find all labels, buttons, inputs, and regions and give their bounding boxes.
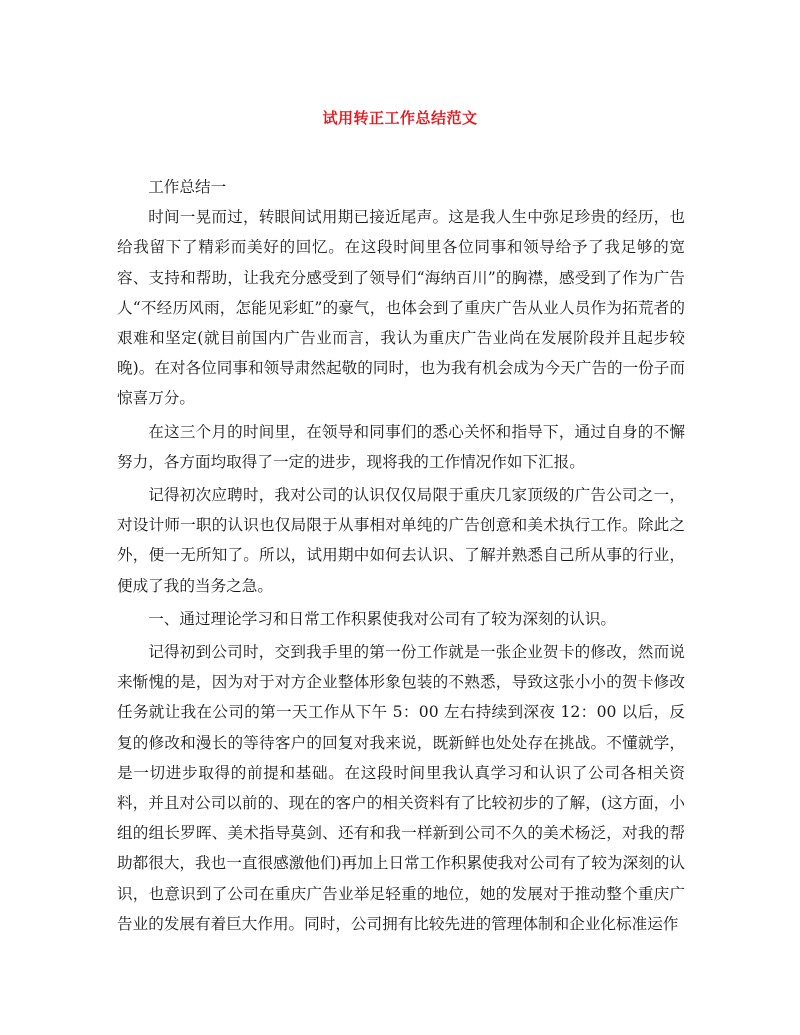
paragraph-intro: 时间一晃而过，转眼间试用期已接近尾声。这是我人生中弥足珍贵的经历，也给我留下了精彩而美好的回忆。在这段时间里各位同事和领导给予了我足够的宽容、支持和帮助，让我充分感受到了领导们“海纳百川”的胸襟，感受到了作为广告人“不经历风雨，怎能见彩虹”的豪气，也体会到了重庆广告从业人员作为拓荒者的艰难和坚定(就目前国内广告业而言，我认为重庆广告业尚在发展阶段并且起步较晚)。在对各位同事和领导肃然起敬的同时，也为我有机会成为今天广告的一份子而惊喜万分。: [117, 208, 685, 408]
paragraph-three-months: 在这三个月的时间里，在领导和同事们的悉心关怀和指导下，通过自身的不懈努力，各方面均取得了一定的进步，现将我的工作情况作如下汇报。: [117, 422, 685, 471]
paragraph-section-one-heading: 一、通过理论学习和日常工作积累使我对公司有了较为深刻的认识。: [148, 609, 617, 628]
paragraph-first-application: 记得初次应聘时，我对公司的认识仅仅局限于重庆几家顶级的广告公司之一，对设计师一职的认识也仅局限于从事相对单纯的广告创意和美术执行工作。除此之外，便一无所知了。所以，试用期中如何去认识、了解并熟悉自己所从事的行业，便成了我的当务之急。: [117, 486, 685, 595]
document-body: [117, 172, 685, 939]
paragraph-heading-summary-one: 工作总结一: [148, 178, 227, 196]
paragraph-first-days: 记得初到公司时，交到我手里的第一份工作就是一张企业贺卡的修改，然而说来惭愧的是，因为对于对方企业整体形象包装的不熟悉，导致这张小小的贺卡修改任务就让我在公司的第一天工作从下午 5：00 左右持续到深夜 12：00 以后，反复的修改和漫长的等待客户的回复对我来说，既新鲜也处处存在挑战。不懂就学，是一切进步取得的前提和基础。在这段时间里我认真学习和认识了公司各相关资料，并且对公司以前的、现在的客户的相关资料有了比较初步的了解，(这方面，小组的组长罗晖、美术指导莫剑、还有和我一样新到公司不久的美术杨泛，对我的帮助都很大，我也一直很感激他们)再加上日常工作积累使我对公司有了较为深刻的认识，也意识到了公司在重庆广告业举足轻重的地位，她的发展对于推动整个重庆广告业的发展有着巨大作用。同时，公司拥有比较先进的管理体制和企业化标准运作: [117, 643, 685, 933]
document-title: 试用转正工作总结范文: [322, 109, 478, 127]
